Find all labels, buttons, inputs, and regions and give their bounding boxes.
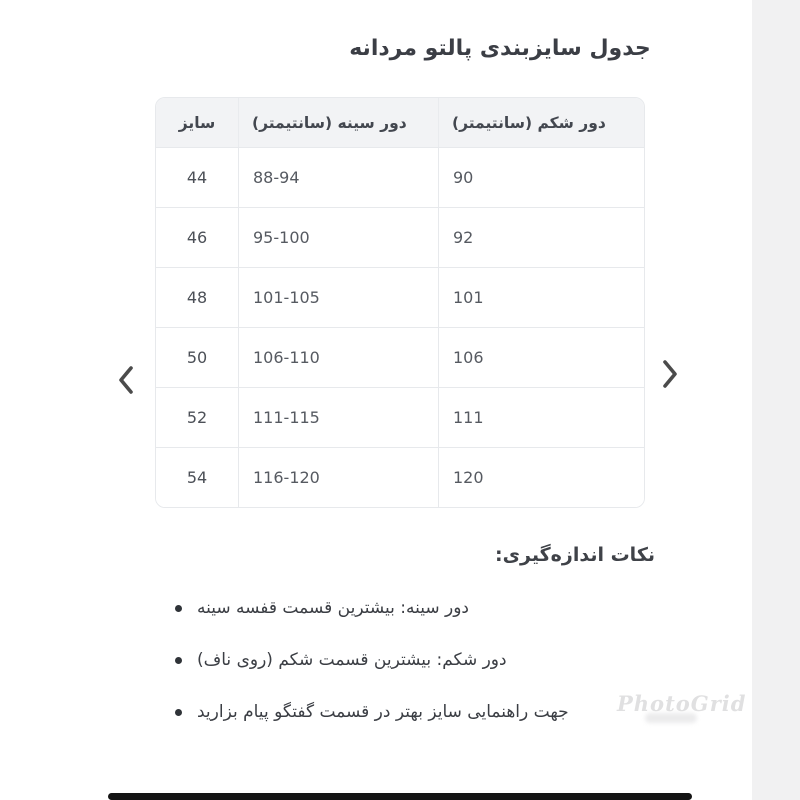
table-cell-r3-c2: 106 [438,327,645,387]
table-cell-r4-c0: 52 [156,387,238,447]
note-item-0: دور سینه: بیشترین قسمت قفسه سینه [155,590,695,626]
table-row [156,327,645,387]
table-cell-r5-c1: 116-120 [238,447,438,507]
bottom-frame-bar [108,793,692,800]
table-cell-r4-c1: 111-115 [238,387,438,447]
page-gutter [752,0,800,800]
table-cell-r3-c0: 50 [156,327,238,387]
column-header-2: دور شکم (سانتیمتر) [438,98,645,147]
table-cell-r5-c2: 120 [438,447,645,507]
table-row [156,147,645,207]
table-cell-r4-c2: 111 [438,387,645,447]
table-cell-r1-c1: 95-100 [238,207,438,267]
table-cell-r2-c2: 101 [438,267,645,327]
table-cell-r1-c2: 92 [438,207,645,267]
carousel-next-button[interactable] [652,354,688,394]
table-cell-r0-c1: 88-94 [238,147,438,207]
table-row [156,267,645,327]
chevron-left-icon [115,364,137,396]
table-cell-r2-c1: 101-105 [238,267,438,327]
notes-heading: نکات اندازه‌گیری: [495,544,655,566]
table-row [156,387,645,447]
table-cell-r5-c0: 54 [156,447,238,507]
table-cell-r0-c2: 90 [438,147,645,207]
page-title: جدول سایزبندی پالتو مردانه [349,36,651,61]
column-header-1: دور سینه (سانتیمتر) [238,98,438,147]
table-row [156,447,645,507]
column-header-0: سایز [156,98,238,147]
size-table [155,97,645,508]
note-item-2: جهت راهنمایی سایز بهتر در قسمت گفتگو پیام بزارید [155,694,695,730]
table-cell-r1-c0: 46 [156,207,238,267]
note-item-1: دور شکم: بیشترین قسمت شکم (روی ناف) [155,642,695,678]
table-cell-r2-c0: 48 [156,267,238,327]
table-cell-r0-c0: 44 [156,147,238,207]
size-table-header [156,98,645,147]
notes-list [155,590,695,746]
photogrid-watermark: PhotoGrid [617,691,747,716]
watermark-smudge [645,713,697,723]
carousel-prev-button[interactable] [108,360,144,400]
table-row [156,207,645,267]
chevron-right-icon [659,358,681,390]
table-cell-r3-c1: 106-110 [238,327,438,387]
